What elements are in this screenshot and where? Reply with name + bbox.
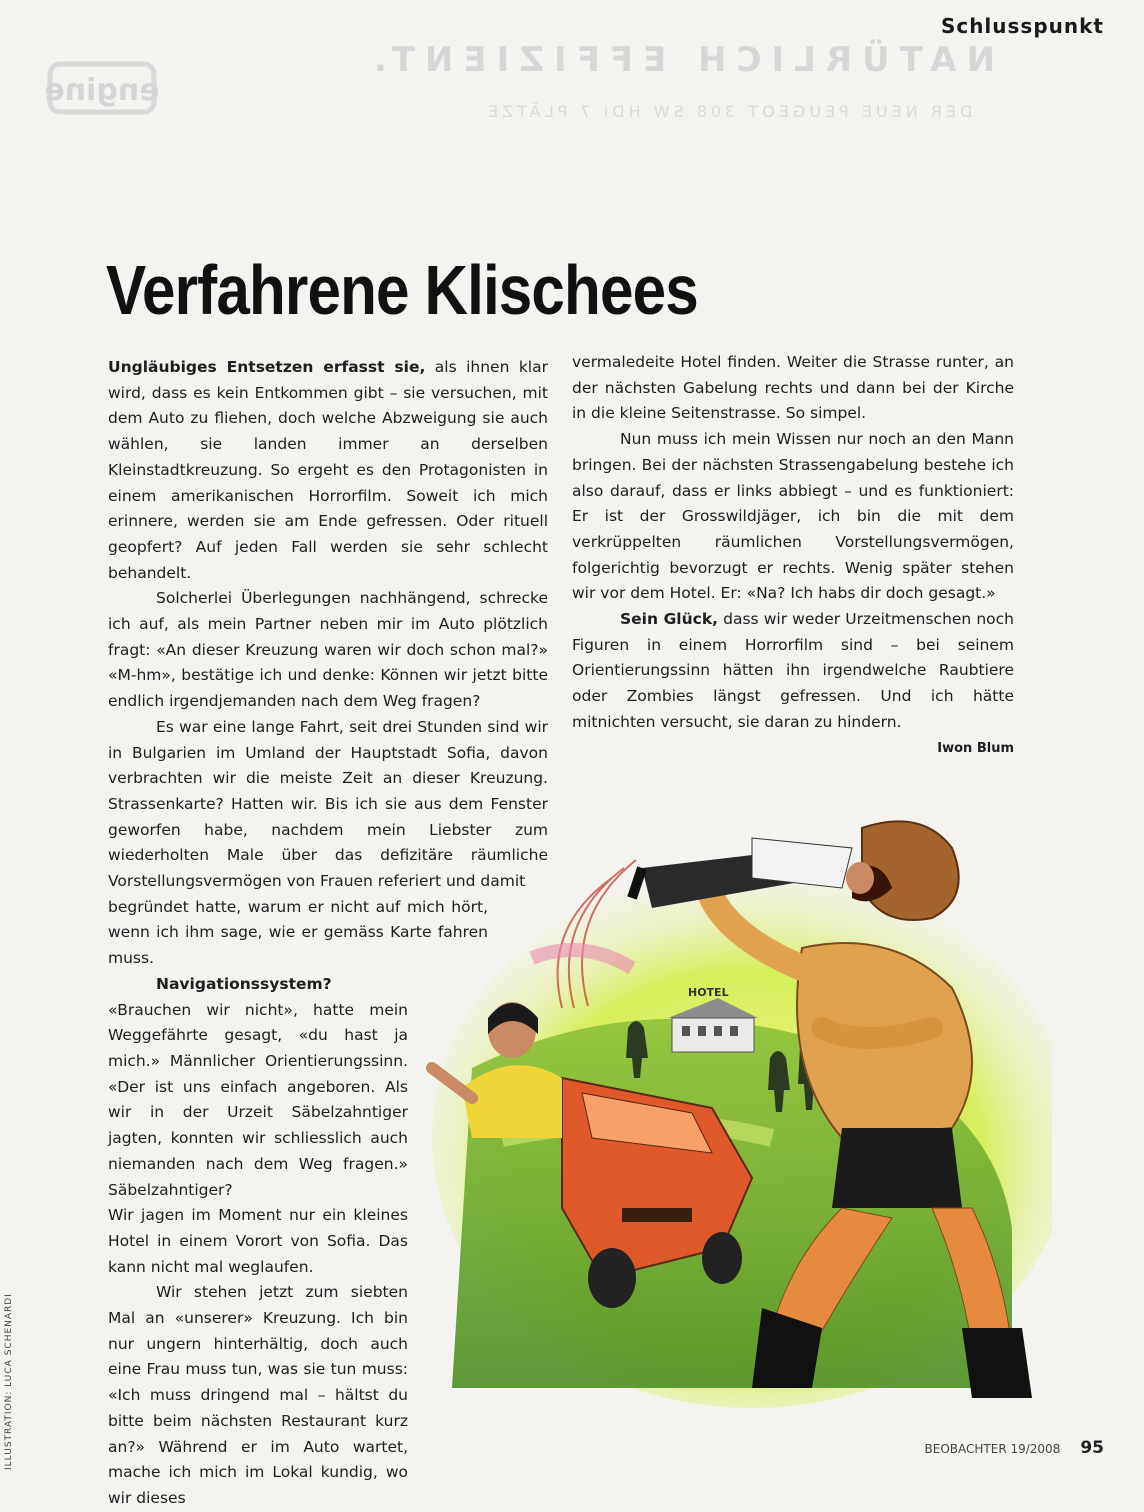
section-label: Schlusspunkt [940,14,1104,38]
paragraph-text: «Brauchen wir nicht», hatte mein Weggefährte gesagt, «du hast ja mich.» Männlicher Orientierungssinn. «Der ist uns einfach angeboren. Als wir in der Urzeit Säbelzahntiger jagten, konnten wir schliesslich auch niemanden nach dem Weg fragen.» Säbelzahntiger? [108,1000,408,1199]
illustration-credit: ILLUSTRATION: LUCA SCHENARDI [4,1293,14,1470]
article-title: Verfahrene Klischees [106,251,698,329]
paragraph: Es war eine lange Fahrt, seit drei Stunden sind wir in Bulgarien im Umland der Hauptstadt Sofia, davon verbrachten wir die meiste Zeit an dieser Kreuzung. Strassenkarte? Hatten wir. Bis ich sie aus dem Fenster geworfen habe, nachdem mein Liebster zum wiederholten Male über das defizitäre räumliche Vorstellungsvermögen von Frauen referiert und damit [108,717,548,891]
paragraph: begründet hatte, warum er nicht auf mich hört, wenn ich ihm sage, wie er gemäss Karte fahren muss. [108,897,488,968]
bleed-through-logo [46,56,158,126]
paragraph-text: dass wir weder Urzeitmenschen noch Figuren in einem Horrorfilm sind – bei seinem Orientierungssinn hätten ihn irgendwelche Raubtiere oder Zombies längst gefressen. Und ich hätte mitnichten versucht, sie daran zu hindern. [572,610,1014,731]
bleed-logo-text: engine [46,73,158,108]
paragraph [108,972,408,1203]
page-footer [925,1438,1104,1458]
bleed-through-subline: DER NEUE PEUGEOT 308 SW HDi 7 PLÄTZE [484,102,973,121]
page-number: 95 [1080,1438,1104,1458]
author-byline: Iwon Blum [937,740,1014,756]
magazine-issue: BEOBACHTER 19/2008 [924,1442,1061,1456]
article-illustration [392,808,1052,1408]
paragraph: Wir stehen jetzt zum siebten Mal an «unserer» Kreuzung. Ich bin nur ungern hinterhältig, doch auch eine Frau muss tun, was sie tun muss: «Ich muss dringend mal – hältst du bitte beim nächsten Restaurant kurz an?» Während er im Auto wartet, mache ich mich im Lokal kundig, wo wir dieses [108,1283,408,1507]
monster-shorts [832,1128,962,1208]
paragraph: Nun muss ich mein Wissen nur noch an den Mann bringen. Bei der nächsten Strassengabelung bestehe ich also darauf, dass er links abbiegt – und es funktioniert: Er ist der Grosswildjäger, ich bin die mit dem verkrüppelten räumlichen Vorstellungsvermögen, folgerichtig bevorzugt er rechts. Wenig später stehen wir vor dem Hotel. Er: «Na? Ich habs dir doch gesagt.» [572,430,1014,603]
paragraph-text: als ihnen klar wird, dass es kein Entkommen gibt – sie versuchen, mit dem Auto zu fliehen, doch welche Abzweigung sie auch wählen, sie landen immer an derselben Kleinstadtkreuzung. So ergeht es den Protagonisten in einem amerikanischen Horrorfilm. Soweit ich mich erinnere, werden sie am Ende gefressen. Oder rituell geopfert? Auf jeden Fall werden sie sehr schlecht behandelt. [108,358,548,582]
paragraph-lead: Navigationssystem? [156,974,332,993]
paragraph: Solcherlei Überlegungen nachhängend, schrecke ich auf, als mein Partner neben mir im Auto plötzlich fragt: «An dieser Kreuzung waren wir doch schon mal?» «M-hm», bestätige ich und denke: Können wir jetzt bitte endlich irgendjemanden nach dem Weg fragen? [108,589,548,711]
bleed-through-headline: NATÜRLICH EFFIZIENT. [364,40,995,80]
paragraph: vermaledeite Hotel finden. Weiter die Strasse runter, an der nächsten Gabelung rechts und dann bei der Kirche in die kleine Seitenstrasse. So simpel. [572,353,1014,423]
paragraph: Wir jagen im Moment nur ein kleines Hotel in einem Vorort von Sofia. Das kann nicht mal weglaufen. [108,1206,408,1276]
hotel-sign: HOTEL [688,986,729,999]
paragraph-lead: Sein Glück, [620,610,719,629]
paragraph [572,607,1014,756]
monster-boot [962,1328,1032,1398]
paragraph-lead: Ungläubiges Entsetzen erfasst sie, [108,358,426,376]
article-column-right [572,350,1014,761]
paragraph [108,355,548,586]
